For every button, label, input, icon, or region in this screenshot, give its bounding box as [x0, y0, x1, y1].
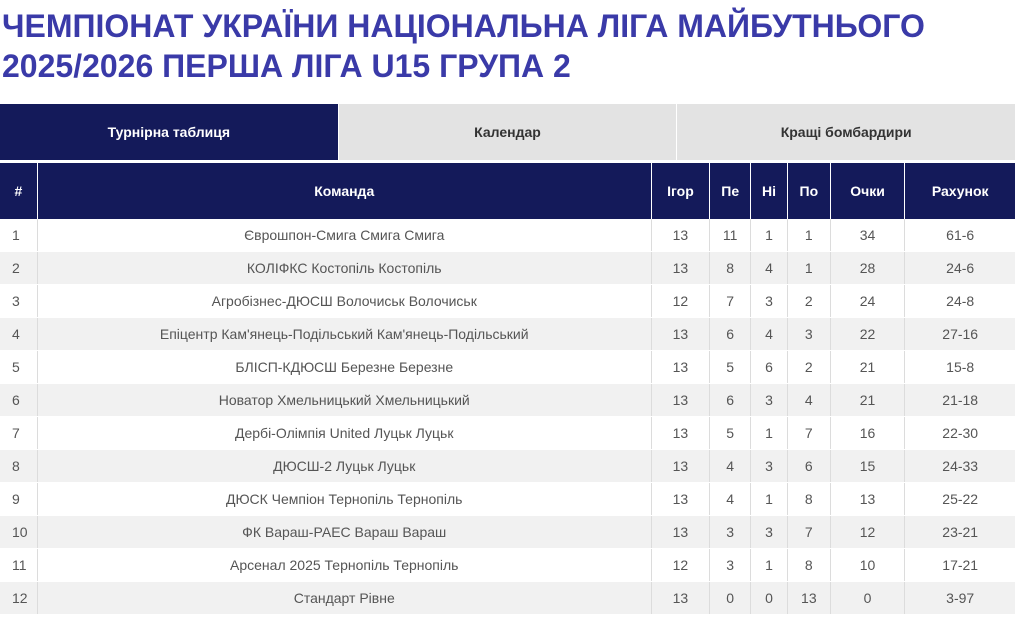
cell-wins: 8 [710, 252, 751, 285]
cell-losses: 7 [787, 417, 830, 450]
cell-points: 21 [830, 351, 905, 384]
cell-draws: 3 [751, 516, 788, 549]
header-score[interactable]: Рахунок [905, 163, 1015, 219]
table-row [0, 450, 1015, 483]
cell-points: 22 [830, 318, 905, 351]
cell-wins: 6 [710, 318, 751, 351]
cell-draws: 0 [751, 582, 788, 615]
table-row [0, 285, 1015, 318]
cell-score: 61-6 [905, 219, 1015, 252]
cell-team: Епіцентр Кам'янець-Подільський Кам'янець-Подільський [37, 318, 651, 351]
cell-team: БЛІСП-КДЮСШ Березне Березне [37, 351, 651, 384]
cell-games: 13 [651, 384, 710, 417]
cell-losses: 3 [787, 318, 830, 351]
page-title [2, 6, 1012, 86]
cell-wins: 3 [710, 549, 751, 582]
header-position[interactable]: # [0, 163, 37, 219]
cell-draws: 4 [751, 252, 788, 285]
cell-wins: 6 [710, 384, 751, 417]
cell-score: 23-21 [905, 516, 1015, 549]
cell-score: 25-22 [905, 483, 1015, 516]
cell-points: 12 [830, 516, 905, 549]
cell-position: 10 [0, 516, 37, 549]
standings-body [0, 219, 1015, 615]
table-header-row [0, 163, 1015, 219]
table-row [0, 516, 1015, 549]
cell-draws: 3 [751, 285, 788, 318]
cell-games: 13 [651, 483, 710, 516]
cell-losses: 13 [787, 582, 830, 615]
cell-games: 13 [651, 318, 710, 351]
cell-points: 21 [830, 384, 905, 417]
cell-games: 13 [651, 450, 710, 483]
cell-draws: 3 [751, 384, 788, 417]
table-row [0, 549, 1015, 582]
cell-score: 24-8 [905, 285, 1015, 318]
cell-position: 8 [0, 450, 37, 483]
cell-position: 2 [0, 252, 37, 285]
cell-draws: 1 [751, 549, 788, 582]
table-row [0, 483, 1015, 516]
table-row [0, 318, 1015, 351]
cell-draws: 6 [751, 351, 788, 384]
cell-draws: 1 [751, 417, 788, 450]
cell-losses: 6 [787, 450, 830, 483]
cell-losses: 2 [787, 285, 830, 318]
cell-position: 4 [0, 318, 37, 351]
table-row [0, 384, 1015, 417]
cell-points: 13 [830, 483, 905, 516]
cell-team: КОЛІФКС Костопіль Костопіль [37, 252, 651, 285]
cell-points: 0 [830, 582, 905, 615]
header-team[interactable]: Команда [37, 163, 651, 219]
cell-points: 10 [830, 549, 905, 582]
cell-team: Агробізнес-ДЮСШ Волочиськ Волочиськ [37, 285, 651, 318]
cell-losses: 1 [787, 219, 830, 252]
tab-top-scorers[interactable]: Кращі бомбардири [780, 124, 912, 140]
header-losses[interactable]: По [787, 163, 830, 219]
cell-position: 1 [0, 219, 37, 252]
cell-losses: 2 [787, 351, 830, 384]
table-row [0, 417, 1015, 450]
cell-position: 11 [0, 549, 37, 582]
cell-team: Новатор Хмельницький Хмельницький [37, 384, 651, 417]
cell-points: 15 [830, 450, 905, 483]
cell-draws: 3 [751, 450, 788, 483]
cell-position: 7 [0, 417, 37, 450]
cell-team: ФК Вараш-РАЕС Вараш Вараш [37, 516, 651, 549]
tab-calendar[interactable]: Календар [339, 104, 678, 160]
header-games[interactable]: Ігор [651, 163, 710, 219]
cell-wins: 4 [710, 450, 751, 483]
cell-games: 13 [651, 516, 710, 549]
cell-score: 22-30 [905, 417, 1015, 450]
cell-score: 24-33 [905, 450, 1015, 483]
cell-wins: 5 [710, 351, 751, 384]
cell-score: 21-18 [905, 384, 1015, 417]
cell-draws: 1 [751, 483, 788, 516]
cell-games: 12 [651, 549, 710, 582]
header-wins[interactable]: Пе [710, 163, 751, 219]
cell-losses: 8 [787, 483, 830, 516]
cell-score: 15-8 [905, 351, 1015, 384]
cell-team: ДЮСК Чемпіон Тернопіль Тернопіль [37, 483, 651, 516]
cell-games: 13 [651, 219, 710, 252]
cell-draws: 1 [751, 219, 788, 252]
cell-team: Арсенал 2025 Тернопіль Тернопіль [37, 549, 651, 582]
table-row [0, 582, 1015, 615]
cell-position: 12 [0, 582, 37, 615]
cell-draws: 4 [751, 318, 788, 351]
cell-losses: 8 [787, 549, 830, 582]
cell-position: 6 [0, 384, 37, 417]
cell-losses: 1 [787, 252, 830, 285]
cell-games: 13 [651, 582, 710, 615]
cell-position: 9 [0, 483, 37, 516]
page-title-line2: 2025/2026 ПЕРША ЛІГА U15 ГРУПА 2 [2, 48, 571, 84]
cell-games: 13 [651, 417, 710, 450]
cell-wins: 5 [710, 417, 751, 450]
cell-position: 3 [0, 285, 37, 318]
cell-points: 16 [830, 417, 905, 450]
table-row [0, 351, 1015, 384]
cell-wins: 0 [710, 582, 751, 615]
page-title-line1: ЧЕМПІОНАТ УКРАЇНИ НАЦІОНАЛЬНА ЛІГА МАЙБУТНЬОГО [2, 8, 925, 44]
cell-wins: 3 [710, 516, 751, 549]
header-draws[interactable]: Ні [751, 163, 788, 219]
standings-table [0, 163, 1015, 615]
cell-position: 5 [0, 351, 37, 384]
cell-points: 24 [830, 285, 905, 318]
table-row [0, 252, 1015, 285]
cell-score: 24-6 [905, 252, 1015, 285]
cell-score: 3-97 [905, 582, 1015, 615]
cell-team: Стандарт Рівне [37, 582, 651, 615]
cell-team: ДЮСШ-2 Луцьк Луцьк [37, 450, 651, 483]
cell-team: Дербі-Олімпія United Луцьк Луцьк [37, 417, 651, 450]
tabs-bar [0, 104, 1015, 160]
cell-wins: 7 [710, 285, 751, 318]
cell-wins: 4 [710, 483, 751, 516]
cell-points: 28 [830, 252, 905, 285]
cell-losses: 4 [787, 384, 830, 417]
header-points[interactable]: Очки [830, 163, 905, 219]
cell-wins: 11 [710, 219, 751, 252]
cell-points: 34 [830, 219, 905, 252]
tab-standings[interactable]: Турнірна таблиця [0, 104, 339, 160]
cell-score: 27-16 [905, 318, 1015, 351]
cell-games: 13 [651, 351, 710, 384]
cell-games: 13 [651, 252, 710, 285]
cell-team: Єврошпон-Смига Смига Смига [37, 219, 651, 252]
cell-losses: 7 [787, 516, 830, 549]
cell-score: 17-21 [905, 549, 1015, 582]
cell-games: 12 [651, 285, 710, 318]
table-row [0, 219, 1015, 252]
